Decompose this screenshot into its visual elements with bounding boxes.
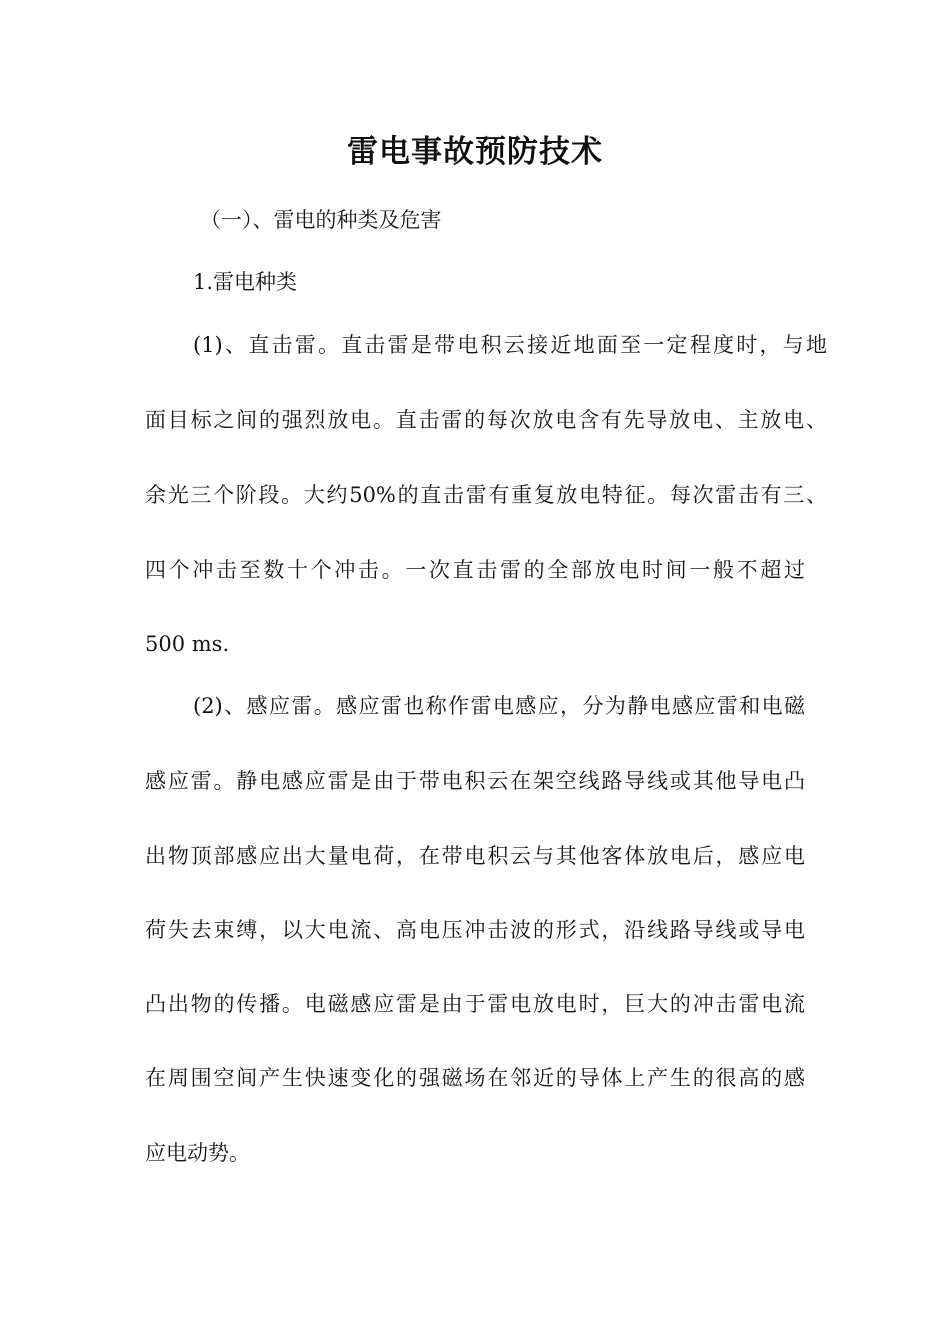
document-title: 雷电事故预防技术 — [347, 134, 603, 170]
paragraph-2-line-6: 在周围空间产生快速变化的强磁场在邻近的导体上产生的很高的感 — [145, 1066, 805, 1090]
subsection-heading: 1.雷电种类 — [193, 270, 298, 294]
paragraph-2-line-3: 出物顶部感应出大量电荷，在带电积云与其他客体放电后，感应电 — [145, 844, 805, 868]
paragraph-2-line-5: 凸出物的传播。电磁感应雷是由于雷电放电时，巨大的冲击雷电流 — [145, 992, 805, 1016]
paragraph-2-line-4: 荷失去束缚，以大电流、高电压冲击波的形式，沿线路导线或导电 — [145, 918, 805, 942]
paragraph-2-line-7: 应电动势。 — [145, 1141, 250, 1165]
paragraph-2-line-2: 感应雷。静电感应雷是由于带电积云在架空线路导线或其他导电凸 — [145, 769, 805, 793]
paragraph-2-line-1: (2)、感应雷。感应雷也称作雷电感应，分为静电感应雷和电磁 — [193, 694, 805, 718]
paragraph-1-line-4: 四个冲击至数十个冲击。一次直击雷的全部放电时间一般不超过 — [145, 558, 805, 582]
section-heading: （一）、雷电的种类及危害 — [200, 208, 442, 232]
paragraph-1-line-1: (1)、直击雷。直击雷是带电积云接近地面至一定程度时，与地 — [193, 333, 827, 357]
paragraph-1-line-5: 500 ms. — [145, 632, 230, 656]
paragraph-1-line-2: 面目标之间的强烈放电。直击雷的每次放电含有先导放电、主放电、 — [145, 408, 827, 432]
paragraph-1-line-3: 余光三个阶段。大约50%的直击雷有重复放电特征。每次雷击有三、 — [145, 483, 827, 507]
